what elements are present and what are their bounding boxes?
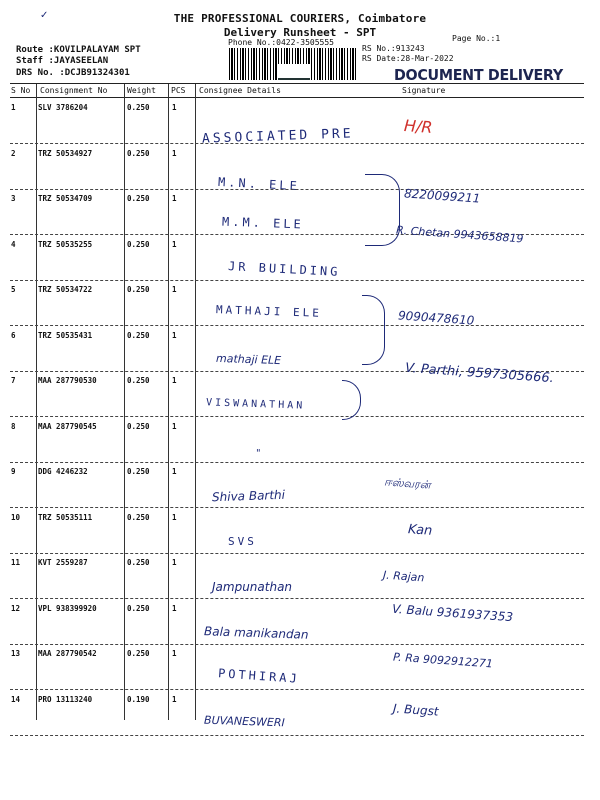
- row-consignee: ASSOCIATED PRE: [201, 126, 354, 147]
- row-sno: 3: [11, 194, 16, 203]
- row-consignment: VPL 938399920: [38, 603, 97, 613]
- col-sno: S No: [11, 86, 31, 95]
- row-pcs: 1: [172, 148, 177, 158]
- row-weight: 0.250: [127, 558, 150, 567]
- row-pcs: 1: [172, 376, 177, 385]
- row-pcs: 1: [172, 103, 177, 112]
- row-sno: 4: [11, 239, 16, 249]
- row-pcs: 1: [172, 603, 177, 613]
- row-divider: [10, 644, 584, 645]
- row-consignment: PRO 13113240: [38, 694, 93, 704]
- row-sno: 14: [11, 694, 21, 704]
- row-pcs: 1: [172, 194, 177, 203]
- phone-number: Phone No.:0422-3505555: [228, 38, 334, 47]
- page-title: Delivery Runsheet - SPT: [223, 26, 377, 39]
- row-pcs: 1: [172, 421, 177, 431]
- row-signature: J. Bugst: [392, 700, 440, 719]
- row-weight: 0.250: [127, 603, 150, 613]
- row-consignment: KVT 2559287: [38, 558, 88, 567]
- row-divider: [10, 689, 584, 690]
- row-sno: 7: [11, 376, 16, 385]
- row-weight: 0.250: [127, 194, 150, 203]
- row-weight: 0.250: [127, 330, 150, 340]
- barcode-mark: [278, 64, 310, 80]
- col-pcs: PCS: [171, 86, 186, 95]
- company-name: THE PROFESSIONAL COURIERS, Coimbatore: [173, 12, 427, 25]
- row-consignment: SLV 3786204: [38, 103, 88, 112]
- row-consignee: MATHAJI ELE: [215, 303, 323, 320]
- row-sno: 6: [11, 330, 16, 340]
- row-weight: 0.250: [127, 512, 150, 522]
- row-weight: 0.250: [127, 421, 150, 431]
- row-signature: Kan: [407, 521, 433, 539]
- page-number: Page No.:1: [452, 34, 501, 43]
- row-consignee: VISWANATHAN: [205, 397, 306, 412]
- row-weight: 0.190: [127, 694, 150, 704]
- row-divider: [10, 553, 584, 554]
- header-rule-top: [10, 83, 584, 84]
- row-consignment: TRZ 50534927: [38, 148, 93, 158]
- bracket-mark: [365, 174, 400, 246]
- row-weight: 0.250: [127, 649, 150, 658]
- row-sno: 5: [11, 285, 16, 294]
- row-signature: 8220099211: [403, 186, 481, 206]
- row-consignment: MAA 287790542: [38, 649, 97, 658]
- row-weight: 0.250: [127, 285, 150, 294]
- table-row: [0, 649, 600, 693]
- row-divider: [10, 189, 584, 190]
- row-signature: V. Balu 9361937353: [391, 601, 514, 624]
- col-consignment: Consignment No: [40, 86, 108, 95]
- row-sno: 11: [11, 558, 21, 567]
- row-pcs: 1: [172, 694, 177, 704]
- row-consignee: JR BUILDING: [227, 258, 341, 279]
- table-row: [0, 149, 600, 193]
- row-sno: 8: [11, 421, 16, 431]
- row-divider: [10, 598, 584, 599]
- row-weight: 0.250: [127, 376, 150, 385]
- row-consignee: Jampunathan: [212, 580, 293, 594]
- row-pcs: 1: [172, 649, 177, 658]
- row-signature: 9090478610: [397, 307, 475, 328]
- table-row: [0, 695, 600, 739]
- row-pcs: 1: [172, 239, 177, 249]
- bracket-mark: [362, 295, 385, 365]
- row-consignee: M.N. ELE: [217, 174, 301, 193]
- table-row: [0, 513, 600, 557]
- row-divider: [10, 416, 584, 417]
- rs-date: RS Date:28-Mar-2022: [362, 54, 454, 63]
- row-signature: V. Parthi, 9597305666.: [404, 360, 555, 387]
- row-sno: 13: [11, 649, 21, 658]
- row-consignee: Shiva Barthi: [211, 487, 286, 505]
- header-rule-bottom: [10, 97, 584, 98]
- row-weight: 0.250: [127, 239, 150, 249]
- row-consignment: MAA 287790530: [38, 376, 97, 385]
- row-weight: 0.250: [127, 148, 150, 158]
- row-consignment: DDG 4246232: [38, 467, 88, 476]
- row-pcs: 1: [172, 558, 177, 567]
- row-sno: 2: [11, 148, 16, 158]
- table-row: [0, 360, 600, 420]
- row-signature: H/R: [403, 116, 434, 137]
- col-signature: Signature: [402, 86, 446, 95]
- row-sno: 10: [11, 512, 21, 522]
- row-sno: 1: [11, 103, 16, 112]
- row-divider: [10, 280, 584, 281]
- row-consignee: mathaji ELE: [215, 351, 282, 367]
- row-consignee: SVS: [228, 534, 257, 548]
- row-signature: J. Rajan: [382, 568, 425, 585]
- row-pcs: 1: [172, 467, 177, 476]
- row-weight: 0.250: [127, 467, 150, 476]
- col-consignee: Consignee Details: [199, 86, 281, 95]
- col-weight: Weight: [127, 86, 156, 95]
- route: Route :KOVILPALAYAM SPT: [16, 45, 141, 55]
- row-divider: [10, 507, 584, 508]
- row-signature: ஈஸ்வரன்: [383, 475, 431, 492]
- drs-number: DRS No. :DCJB91324301: [16, 68, 130, 78]
- row-sno: 12: [11, 603, 21, 613]
- row-divider: [10, 325, 584, 326]
- row-divider: [10, 735, 584, 736]
- row-consignment: TRZ 50534722: [38, 285, 93, 294]
- row-consignment: TRZ 50535255: [38, 239, 93, 249]
- row-divider: [10, 143, 584, 144]
- row-consignee: ": [256, 447, 261, 459]
- table-row: [0, 558, 600, 602]
- rs-number: RS No.:913243: [362, 44, 425, 53]
- row-sno: 9: [11, 467, 16, 476]
- row-consignee: POTHIRAJ: [217, 666, 301, 686]
- table-row: [0, 103, 600, 147]
- row-weight: 0.250: [127, 103, 150, 112]
- row-consignee: BUVANESWERI: [203, 713, 285, 729]
- row-pcs: 1: [172, 285, 177, 294]
- row-consignment: TRZ 50535111: [38, 512, 93, 522]
- table-row: [0, 467, 600, 511]
- row-consignment: TRZ 50534709: [38, 194, 93, 203]
- table-row: [0, 601, 600, 648]
- check-mark: ✓: [40, 10, 49, 21]
- row-pcs: 1: [172, 512, 177, 522]
- staff: Staff :JAYASEELAN: [16, 56, 109, 66]
- row-signature: R. Chetan 9943658819: [395, 223, 524, 245]
- document-delivery-stamp: DOCUMENT DELIVERY: [394, 66, 563, 84]
- row-divider: [10, 462, 584, 463]
- table-row: [0, 422, 600, 466]
- row-consignment: MAA 287790545: [38, 421, 97, 431]
- row-consignee: Bala manikandan: [203, 623, 309, 642]
- row-signature: P. Ra 9092912271: [392, 650, 494, 671]
- row-consignment: TRZ 50535431: [38, 330, 93, 340]
- row-pcs: 1: [172, 330, 177, 340]
- row-consignee: M.M. ELE: [221, 214, 305, 232]
- table-row: [0, 285, 600, 329]
